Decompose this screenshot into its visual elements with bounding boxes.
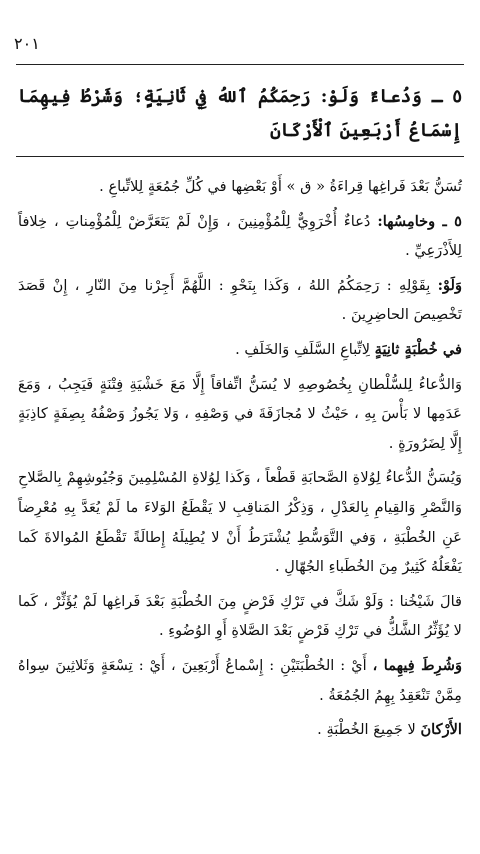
- paragraph-lead: ٥ ـ وخامِسُها:: [377, 212, 462, 230]
- base-text-line: ٥ ـ وَدُعاءٌ وَلَوْ: رَحِمَكُمُ ٱللهُ فِي ثَانِيَةٍ؛ وَشَرْطُ فِيهِمَا إِسْمَاعُ أَرْبَعِينَ ٱلْأَرْكَانَ: [18, 86, 462, 141]
- commentary-paragraph: [18, 207, 462, 266]
- paragraph-lead: وَشُرِطَ فِيهِما ،: [372, 656, 463, 674]
- commentary-paragraph: [18, 715, 462, 745]
- commentary: [18, 172, 462, 750]
- paragraph-text: تُسَنُّ بَعْدَ فَراغِها قِراءَةُ « ق » أَوْ بَعْضِها في كُلِّ جُمُعَةٍ لِلاتِّباعِ .: [99, 178, 462, 195]
- commentary-paragraph: [18, 172, 462, 202]
- commentary-paragraph: [18, 587, 462, 646]
- commentary-paragraph: [18, 370, 462, 459]
- base-text: [18, 80, 462, 148]
- paragraph-lead: في خُطْبَةٍ ثانِيَةٍ: [374, 340, 462, 358]
- paragraph-text: قالَ شَيْخُنا : وَلَوْ شَكَّ في تَرْكِ فَرْضٍ مِنَ الخُطْبَةِ بَعْدَ فَراغِها لَمْ يُؤَثِّرْ ، كَما لا يُؤَثِّرُ الشَّكُّ في تَرْكِ فَرْضٍ بَعْدَ الصَّلاةِ أَوِ الوُضُوءِ .: [18, 592, 462, 640]
- paragraph-text: وَالدُّعاءُ لِلسُّلْطانِ بِخُصُوصِهِ لا يُسَنُّ اتِّفاقاً إِلَّا مَعَ خَشْيَةِ فِتْنَةٍ فَيَجِبُ ، وَمَعَ عَدَمِها لا بَأْسَ بِهِ ، حَيْثُ لا مُجازَفَةَ في وَصْفِهِ ، وَلا يَجُوزُ وَصْفُهُ بِصِفَةٍ كاذِبَةٍ إِلَّا لِضَرُورَةٍ .: [18, 375, 462, 452]
- paragraph-text: أَيْ : الخُطْبَتَيْنِ : إِسْماعُ أَرْبَعِينَ ، أَيْ : تِسْعَةٍ وَثَلاثِينَ سِواهُ مِمَّنْ تَنْعَقِدُ بِهِمُ الجُمُعَةُ .: [18, 656, 462, 704]
- paragraph-text: دُعاءٌ أُخْرَوِيٌّ لِلْمُؤْمِنِينَ ، وَإِنْ لَمْ يَتَعَرَّضْ لِلْمُؤْمِناتِ ، خِلافاً لِلأَذْرَعِيِّ .: [18, 212, 462, 260]
- header-divider: [16, 64, 464, 65]
- paragraph-text: لا جَمِيعَ الخُطْبَةِ .: [317, 721, 421, 739]
- paragraph-text: وَيُسَنُّ الدُّعاءُ لِوُلاةِ الصَّحابَةِ قَطْعاً ، وَكَذا لِوُلاةِ المُسْلِمِينَ وَجُيُوشِهِمْ بِالصَّلاحِ وَالنَّصْرِ وَالقِيامِ بِالعَدْلِ ، وَذِكْرُ المَناقِبِ لا يَقْطَعُ الوَلاءَ ما لَمْ يُعَدَّ بِهِ مُعْرِضاً عَنِ الخُطْبَةِ ، وَفي التَّوَسُّطِ يُشْتَرَطُ أَنْ لا يُطِيلَهُ إِطالَةً تَقْطَعُ المُوالاةَ كَما يَفْعَلُهُ كَثِيرٌ مِنَ الخُطَباءِ الجُهّالِ .: [18, 469, 462, 576]
- page-number: ٢٠١: [14, 34, 40, 53]
- commentary-paragraph: [18, 651, 462, 710]
- paragraph-text: بِقَوْلِهِ : رَحِمَكُمُ اللهُ ، وَكَذا بِنَحْوِ : اللَّهُمَّ أَجِرْنا مِنَ النّارِ ، إِنْ قَصَدَ تَخْصِيصَ الحاضِرِينَ .: [18, 276, 462, 324]
- commentary-paragraph: [18, 335, 462, 365]
- paragraph-lead: الأَرْكانَ: [420, 721, 462, 739]
- commentary-paragraph: [18, 271, 462, 330]
- paragraph-text: لِاتِّباعِ السَّلَفِ وَالخَلَفِ .: [235, 340, 375, 358]
- paragraph-lead: وَلَوْ:: [437, 276, 462, 294]
- commentary-divider: [16, 156, 464, 157]
- commentary-paragraph: [18, 463, 462, 581]
